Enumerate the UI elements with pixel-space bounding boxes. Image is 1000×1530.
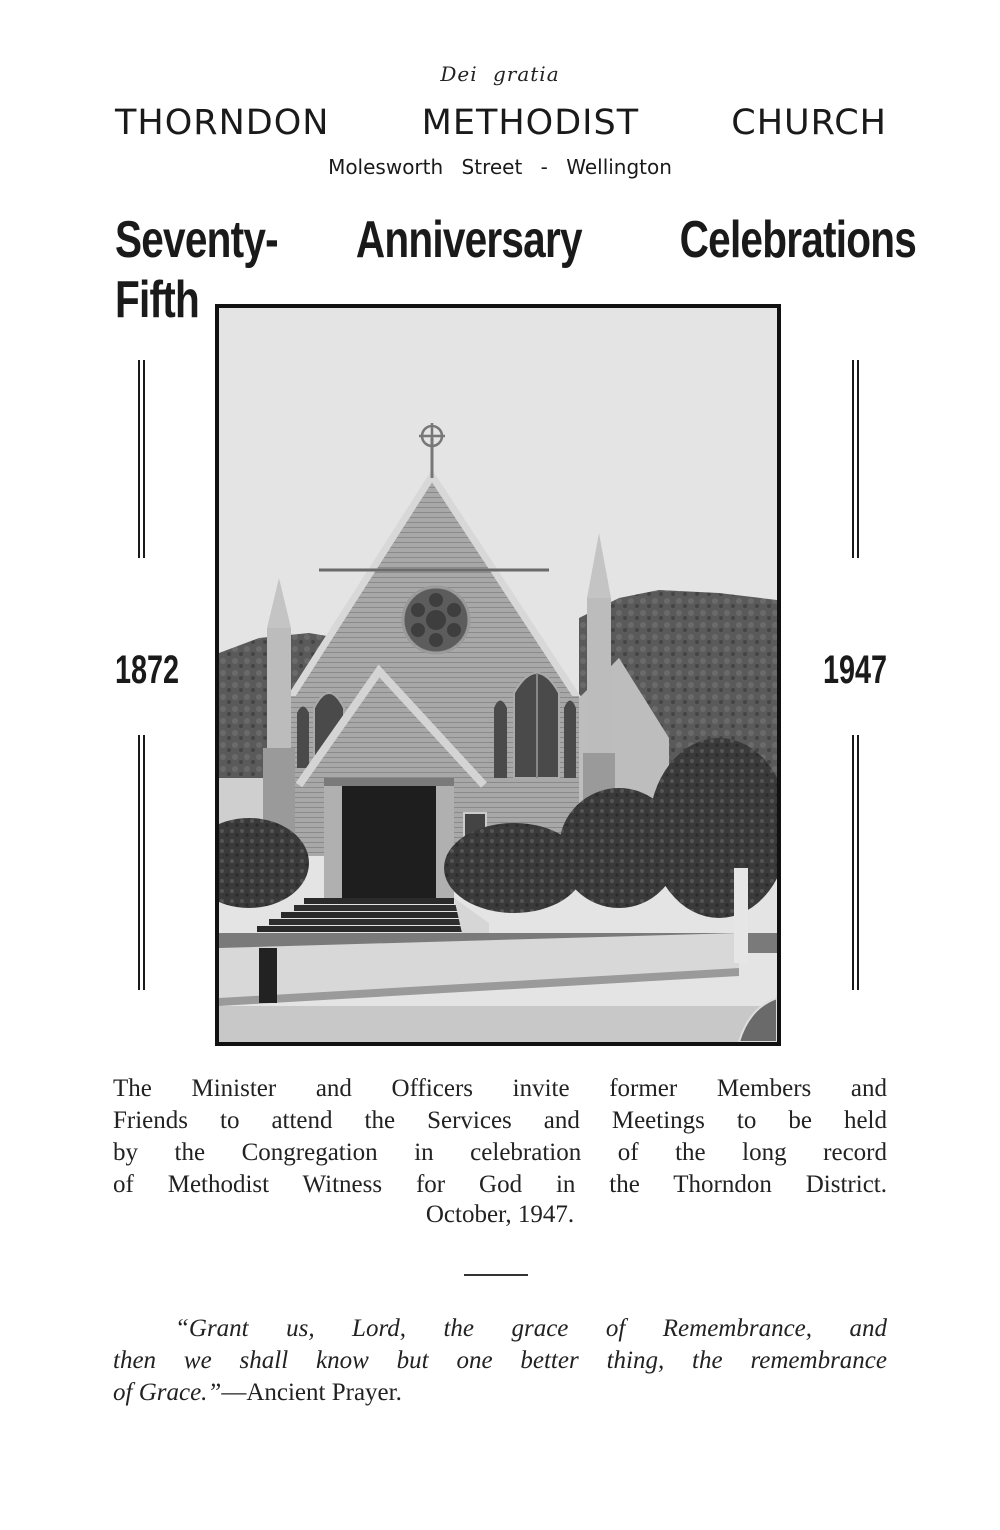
invitation-paragraph [113, 1073, 887, 1201]
headline-word: Celebrations [680, 211, 917, 269]
left-upper-double-rule [138, 360, 145, 558]
right-lower-double-rule [852, 735, 859, 990]
right-upper-double-rule [852, 360, 859, 558]
prayer-line [113, 1377, 887, 1409]
end-year: 1947 [822, 648, 888, 692]
church-illustration [219, 308, 777, 1042]
church-name-word: METHODIST [421, 103, 640, 143]
event-date: October, 1947. [425, 1201, 575, 1228]
headline-word: Seventy-Fifth [115, 211, 278, 329]
left-lower-double-rule [138, 735, 145, 990]
church-name-word: CHURCH [731, 103, 887, 143]
prayer-quote [113, 1313, 887, 1409]
church-name [115, 103, 887, 143]
invitation-line: by the Congregation in celebration of the long record [113, 1139, 887, 1166]
prayer-attribution: —Ancient Prayer. [221, 1379, 402, 1406]
invitation-line: The Minister and Officers invite former Members and [113, 1075, 887, 1102]
start-year: 1872 [114, 648, 180, 692]
prayer-line: “Grant us, Lord, the grace of Remembrance, and [175, 1315, 887, 1342]
church-address: Molesworth Street - Wellington [328, 155, 672, 179]
section-divider [464, 1274, 528, 1276]
invitation-line: of Methodist Witness for God in the Thorndon District. [113, 1171, 887, 1198]
prayer-line: then we shall know but one better thing, the remembrance [113, 1347, 887, 1374]
invitation-line: Friends to attend the Services and Meetings to be held [113, 1107, 887, 1134]
church-name-word: THORNDON [115, 103, 330, 143]
headline-word: Anniversary [355, 211, 582, 269]
prayer-line-end: of Grace.” [113, 1379, 222, 1406]
church-photo [215, 304, 781, 1046]
motto: Dei gratia [440, 62, 560, 86]
